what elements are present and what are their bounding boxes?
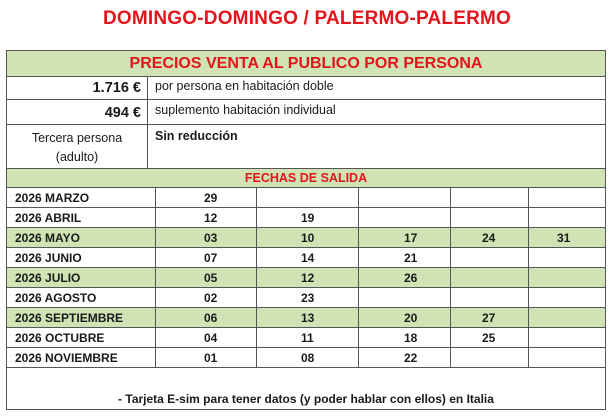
date-cell: 12 bbox=[257, 268, 359, 287]
date-row bbox=[7, 188, 605, 208]
date-cell: 23 bbox=[257, 288, 359, 307]
date-cell bbox=[359, 188, 451, 207]
date-cell bbox=[451, 248, 529, 267]
date-cell bbox=[451, 348, 529, 367]
date-row bbox=[7, 328, 605, 348]
date-cell bbox=[359, 288, 451, 307]
date-row bbox=[7, 268, 605, 288]
date-cell: 27 bbox=[451, 308, 529, 327]
date-cell: 19 bbox=[257, 208, 359, 227]
date-cell: 17 bbox=[359, 228, 451, 247]
date-cell: 01 bbox=[156, 348, 257, 367]
price-row-double bbox=[7, 77, 605, 100]
date-cell: 31 bbox=[557, 231, 571, 245]
date-cell: 12 bbox=[156, 208, 257, 227]
price-single-amount: 494 € bbox=[7, 100, 148, 124]
date-cell bbox=[529, 328, 605, 347]
date-cell bbox=[529, 288, 605, 307]
date-cell: 14 bbox=[257, 248, 359, 267]
date-cell: 22 bbox=[359, 348, 451, 367]
month-label: 2026 SEPTIEMBRE bbox=[7, 308, 156, 327]
date-cell: 02 bbox=[156, 288, 257, 307]
price-row-single-supplement bbox=[7, 100, 605, 125]
page-title: DOMINGO-DOMINGO / PALERMO-PALERMO bbox=[102, 8, 512, 29]
date-row bbox=[7, 208, 605, 228]
month-label: 2026 MAYO bbox=[7, 228, 156, 247]
date-cell: 18 bbox=[359, 328, 451, 347]
date-cell: 06 bbox=[156, 308, 257, 327]
third-person-label-line2: (adulto) bbox=[55, 150, 99, 164]
month-label: 2026 JUNIO bbox=[7, 248, 156, 267]
date-cell bbox=[529, 308, 605, 327]
date-cell: 04 bbox=[156, 328, 257, 347]
date-cell bbox=[451, 188, 529, 207]
date-cell: 24 bbox=[451, 228, 529, 247]
third-person-row bbox=[7, 125, 605, 169]
date-cell: 21 bbox=[359, 248, 451, 267]
date-cell: 03 bbox=[156, 228, 257, 247]
date-row bbox=[7, 228, 605, 248]
month-label: 2026 JULIO bbox=[7, 268, 156, 287]
date-row bbox=[7, 288, 605, 308]
prices-header: PRECIOS VENTA AL PUBLICO POR PERSONA bbox=[7, 51, 605, 77]
month-label: 2026 AGOSTO bbox=[7, 288, 156, 307]
month-label: 2026 MARZO bbox=[7, 188, 156, 207]
departure-dates-header: FECHAS DE SALIDA bbox=[7, 169, 605, 188]
date-row bbox=[7, 308, 605, 328]
date-cell bbox=[451, 268, 529, 287]
third-person-label-line1: Tercera persona bbox=[31, 131, 123, 145]
third-person-label bbox=[7, 125, 148, 168]
date-row bbox=[7, 348, 605, 368]
date-cell: 07 bbox=[156, 248, 257, 267]
price-single-description: suplemento habitación individual bbox=[155, 103, 336, 117]
date-cell: 26 bbox=[359, 268, 451, 287]
date-cell bbox=[529, 348, 605, 367]
price-table bbox=[6, 50, 606, 410]
date-cell bbox=[359, 208, 451, 227]
date-cell: 08 bbox=[257, 348, 359, 367]
third-person-value: Sin reducción bbox=[155, 129, 238, 143]
date-cell: 29 bbox=[156, 188, 257, 207]
date-cell: 13 bbox=[257, 308, 359, 327]
price-double-description: por persona en habitación doble bbox=[155, 79, 334, 93]
date-cell bbox=[529, 248, 605, 267]
month-label: 2026 ABRIL bbox=[7, 208, 156, 227]
date-cell: 11 bbox=[257, 328, 359, 347]
date-cell bbox=[529, 268, 605, 287]
date-cell: 25 bbox=[451, 328, 529, 347]
date-row bbox=[7, 248, 605, 268]
date-cell bbox=[257, 188, 359, 207]
date-cell bbox=[451, 288, 529, 307]
date-cell: 10 bbox=[257, 228, 359, 247]
date-cell bbox=[529, 208, 605, 227]
date-cell: 20 bbox=[359, 308, 451, 327]
month-label: 2026 NOVIEMBRE bbox=[7, 348, 156, 367]
date-cell bbox=[529, 188, 605, 207]
date-cell bbox=[451, 208, 529, 227]
price-double-amount: 1.716 € bbox=[7, 77, 148, 99]
footnote: - Tarjeta E-sim para tener datos (y poder hablar con ellos) en Italia bbox=[118, 392, 494, 406]
month-label: 2026 OCTUBRE bbox=[7, 328, 156, 347]
date-cell: 05 bbox=[156, 268, 257, 287]
